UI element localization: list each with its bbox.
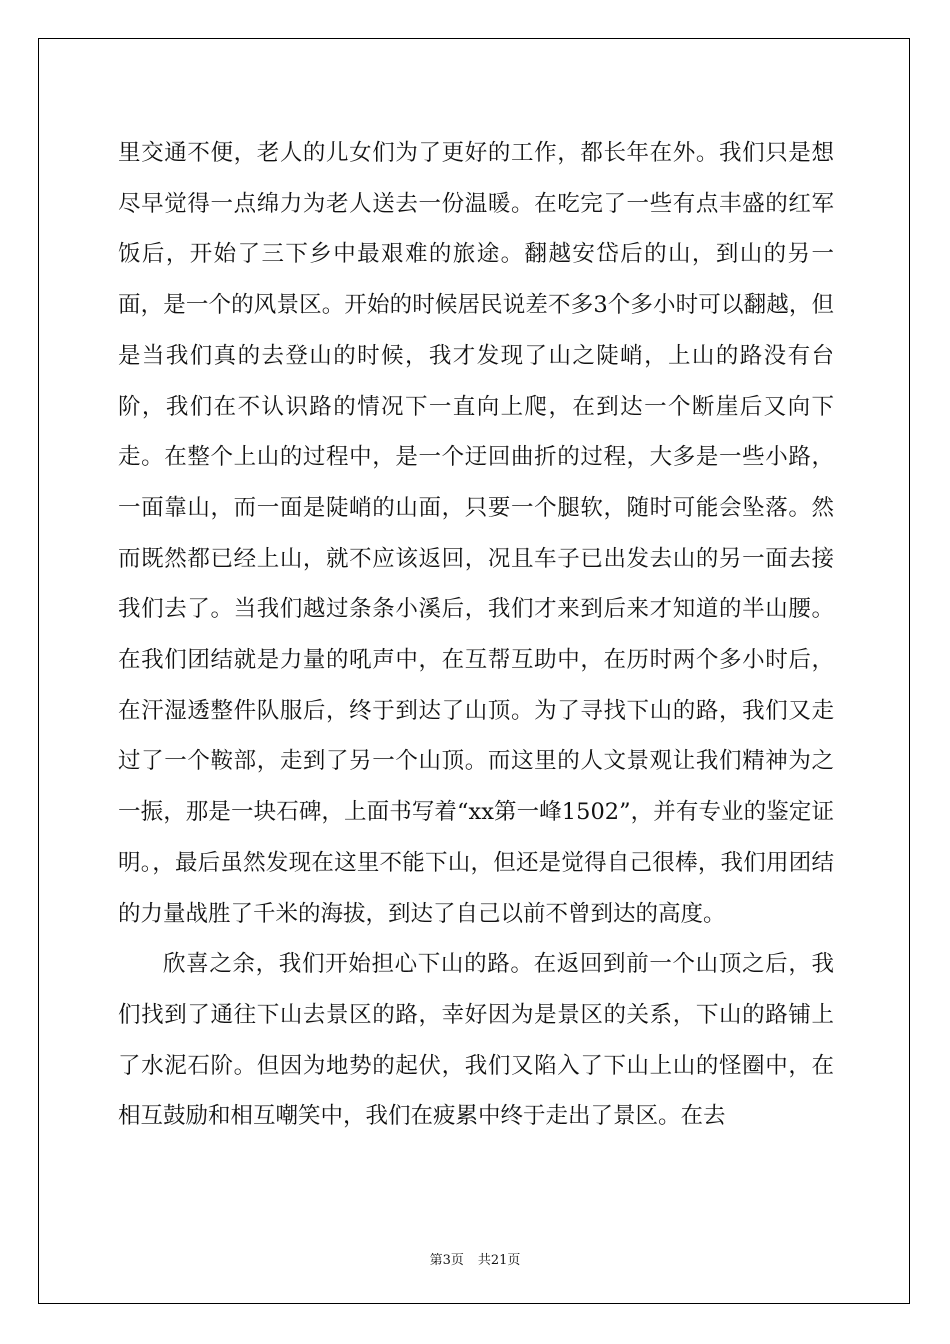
page-number: 第3页	[429, 1253, 464, 1268]
document-body	[118, 128, 834, 1142]
page-footer	[0, 1249, 950, 1268]
paragraph-2: 欣喜之余，我们开始担心下山的路。在返回到前一个山顶之后，我们找到了通往下山去景区的路，幸好因为是景区的关系，下山的路铺上了水泥石阶。但因为地势的起伏，我们又陷入了下山上山的怪圈中，在相互鼓励和相互嘲笑中，我们在疲累中终于走出了景区。在去	[118, 951, 834, 1130]
page-total: 共21页	[477, 1253, 521, 1268]
paragraph-1: 里交通不便，老人的儿女们为了更好的工作，都长年在外。我们只是想尽早觉得一点绵力为老人送去一份温暖。在吃完了一些有点丰盛的红军饭后，开始了三下乡中最艰难的旅途。翻越安岱后的山，到山的另一面，是一个的风景区。开始的时候居民说差不多3个多小时可以翻越，但是当我们真的去登山的时候，我才发现了山之陡峭，上山的路没有台阶，我们在不认识路的情况下一直向上爬，在到达一个断崖后又向下走。在整个上山的过程中，是一个迂回曲折的过程，大多是一些小路，一面靠山，而一面是陡峭的山面，只要一个腿软，随时可能会坠落。然而既然都已经上山，就不应该返回，况且车子已出发去山的另一面去接我们去了。当我们越过条条小溪后，我们才来到后来才知道的半山腰。在我们团结就是力量的吼声中，在互帮互助中，在历时两个多小时后，在汗湿透整件队服后，终于到达了山顶。为了寻找下山的路，我们又走过了一个鞍部，走到了另一个山顶。而这里的人文景观让我们精神为之一振，那是一块石碑，上面书写着“xx第一峰1502”，并有专业的鉴定证明。，最后虽然发现在这里不能下山，但还是觉得自己很棒，我们用团结的力量战胜了千米的海拔，到达了自己以前不曾到达的高度。	[118, 140, 834, 927]
